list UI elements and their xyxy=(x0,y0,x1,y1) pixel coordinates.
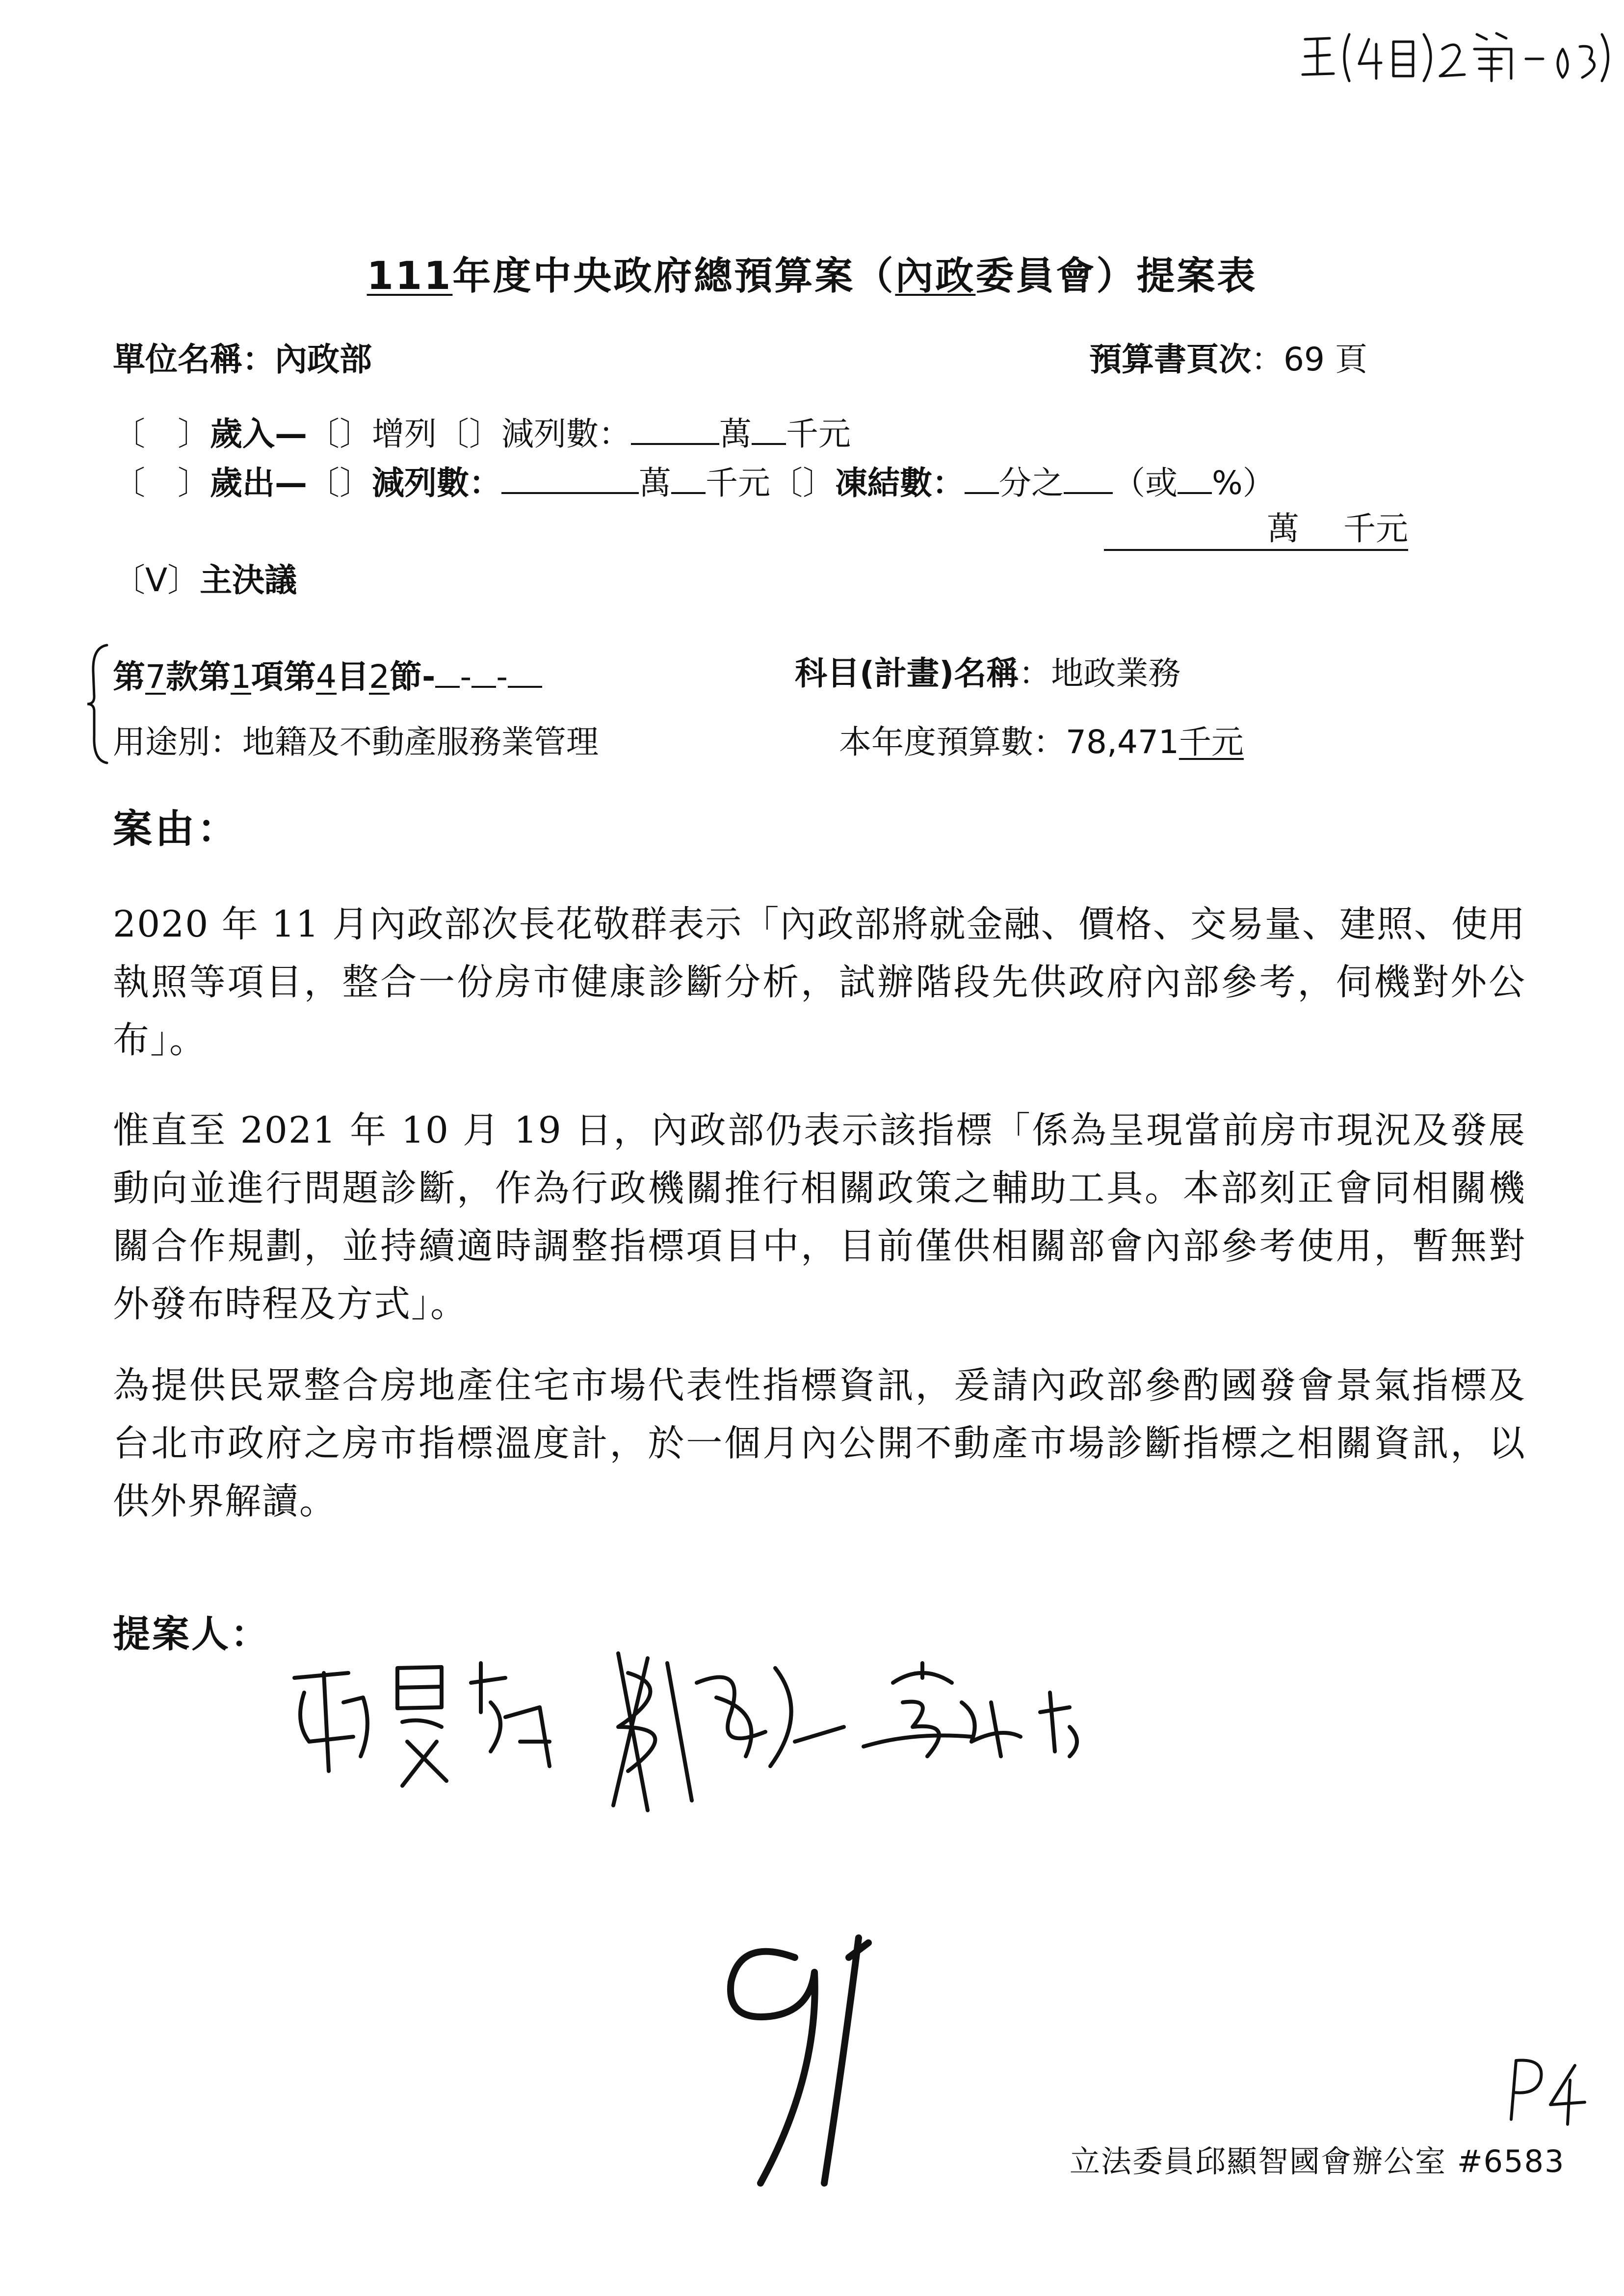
item-tail-2: - xyxy=(496,658,508,696)
item-xiang: 1 xyxy=(231,658,251,696)
resolution-bracket: 〔V〕 xyxy=(113,561,200,599)
reason-paragraph-1: 2020 年 11 月內政部次長花敬群表示「內政部將就金融、價格、交易量、建照、使用執照等項目，整合一份房市健康診斷分析，試辦階段先供政府內部參考，伺機對外公布」。 xyxy=(113,903,1526,1061)
main-resolution-row xyxy=(113,561,297,599)
budget-page-row xyxy=(1089,340,1367,378)
resolution-label: 主決議 xyxy=(200,561,297,599)
usage-row xyxy=(113,723,599,761)
item-xiang-unit: 項第 xyxy=(251,658,316,696)
form-title xyxy=(0,245,1624,300)
freeze-bracket: 〔〕 xyxy=(770,464,835,502)
freeze-label: 凍結數： xyxy=(835,464,965,502)
expense-line xyxy=(113,464,1275,502)
unit-label: 單位名稱： xyxy=(113,340,275,378)
item-jie-unit: 節- xyxy=(390,658,436,696)
budget-amount-row xyxy=(839,723,1244,761)
freeze-amount-line xyxy=(1104,510,1408,551)
usage-value: 地籍及不動產服務業管理 xyxy=(242,723,599,761)
unit-name-row xyxy=(113,340,372,378)
unit-value: 內政部 xyxy=(275,340,372,378)
expense-label: 歲出— xyxy=(210,464,307,502)
item-tail: - xyxy=(460,658,472,696)
budget-amount-unit: 千元 xyxy=(1179,723,1244,761)
item-kuan-label: 第 xyxy=(113,658,145,696)
handwritten-reference-stamp xyxy=(1295,20,1609,93)
footer-office: 立法委員邱顯智國會辦公室 #6583 xyxy=(1070,2143,1565,2179)
title-part2: 委員會）提案表 xyxy=(975,254,1257,298)
revenue-wan: 萬 xyxy=(719,415,752,453)
expense-wan: 萬 xyxy=(639,464,671,502)
title-committee: 內政 xyxy=(895,254,976,298)
budget-page-value: ：69 頁 xyxy=(1251,340,1367,378)
subject-row xyxy=(795,654,1181,692)
reason-paragraph-3: 為提供民眾整合房地產住宅市場代表性指標資訊，爰請內政部參酌國發會景氣指標及台北市政府之房市指標溫度計，於一個月內公開不動產市場診斷指標之相關資訊，以供外界解讀。 xyxy=(113,1364,1526,1522)
freeze-fenzhi: 分之 xyxy=(999,464,1064,502)
expense-bracket: 〔 〕 xyxy=(113,464,210,502)
item-jie: 2 xyxy=(369,658,390,696)
revenue-line xyxy=(113,415,851,453)
title-part1: 年度中央政府總預算案（ xyxy=(452,254,895,298)
reason-paragraph-2: 惟直至 2021 年 10 月 19 日，內政部仍表示該指標「係為呈現當前房市現況及發展動向並進行問題診斷，作為行政機關推行相關政策之輔助工具。本部刻正會同相關機關合作規劃，並持續適時調整指標項目中，目前僅供相關部會內部參考使用，暫無對外發布時程及方式」。 xyxy=(113,1109,1526,1325)
freeze-amount-wan: 萬 xyxy=(1267,510,1299,548)
title-year: 111 xyxy=(367,254,453,298)
usage-label: 用途別： xyxy=(113,723,242,761)
revenue-qian: 千元 xyxy=(786,415,851,453)
expense-qian: 千元 xyxy=(706,464,770,502)
subject-value: ：地政業務 xyxy=(1019,654,1181,692)
proposer-signatures xyxy=(275,1644,1187,1820)
proposer-label: 提案人： xyxy=(113,1612,270,1656)
item-line xyxy=(113,657,542,696)
revenue-bracket: 〔 〕 xyxy=(113,415,210,453)
subject-label: 科目(計畫)名稱 xyxy=(795,654,1019,692)
budget-amount-label: 本年度預算數： xyxy=(839,723,1066,761)
budget-page-label: 預算書頁次 xyxy=(1089,340,1251,378)
revenue-add: 〔〕增列 xyxy=(307,415,437,453)
freeze-amount-qian: 千元 xyxy=(1343,510,1408,548)
freeze-huo: （或 xyxy=(1113,464,1178,502)
revenue-label: 歲入— xyxy=(210,415,307,453)
item-mu-unit: 目 xyxy=(337,658,369,696)
item-kuan: 7 xyxy=(145,658,166,696)
page-mark xyxy=(1501,2051,1599,2129)
freeze-pct: %） xyxy=(1212,464,1275,502)
item-brace xyxy=(87,643,112,765)
budget-amount-value: 78,471 xyxy=(1066,723,1179,761)
reason-heading: 案由： xyxy=(113,806,239,852)
expense-reduce-label: 減列數： xyxy=(372,464,501,502)
item-kuan-unit: 款第 xyxy=(166,658,231,696)
expense-reduce-bracket: 〔〕 xyxy=(307,464,372,502)
revenue-reduce: 〔〕減列數： xyxy=(437,415,631,453)
handwritten-number xyxy=(697,1928,903,2203)
item-mu: 4 xyxy=(316,658,337,696)
